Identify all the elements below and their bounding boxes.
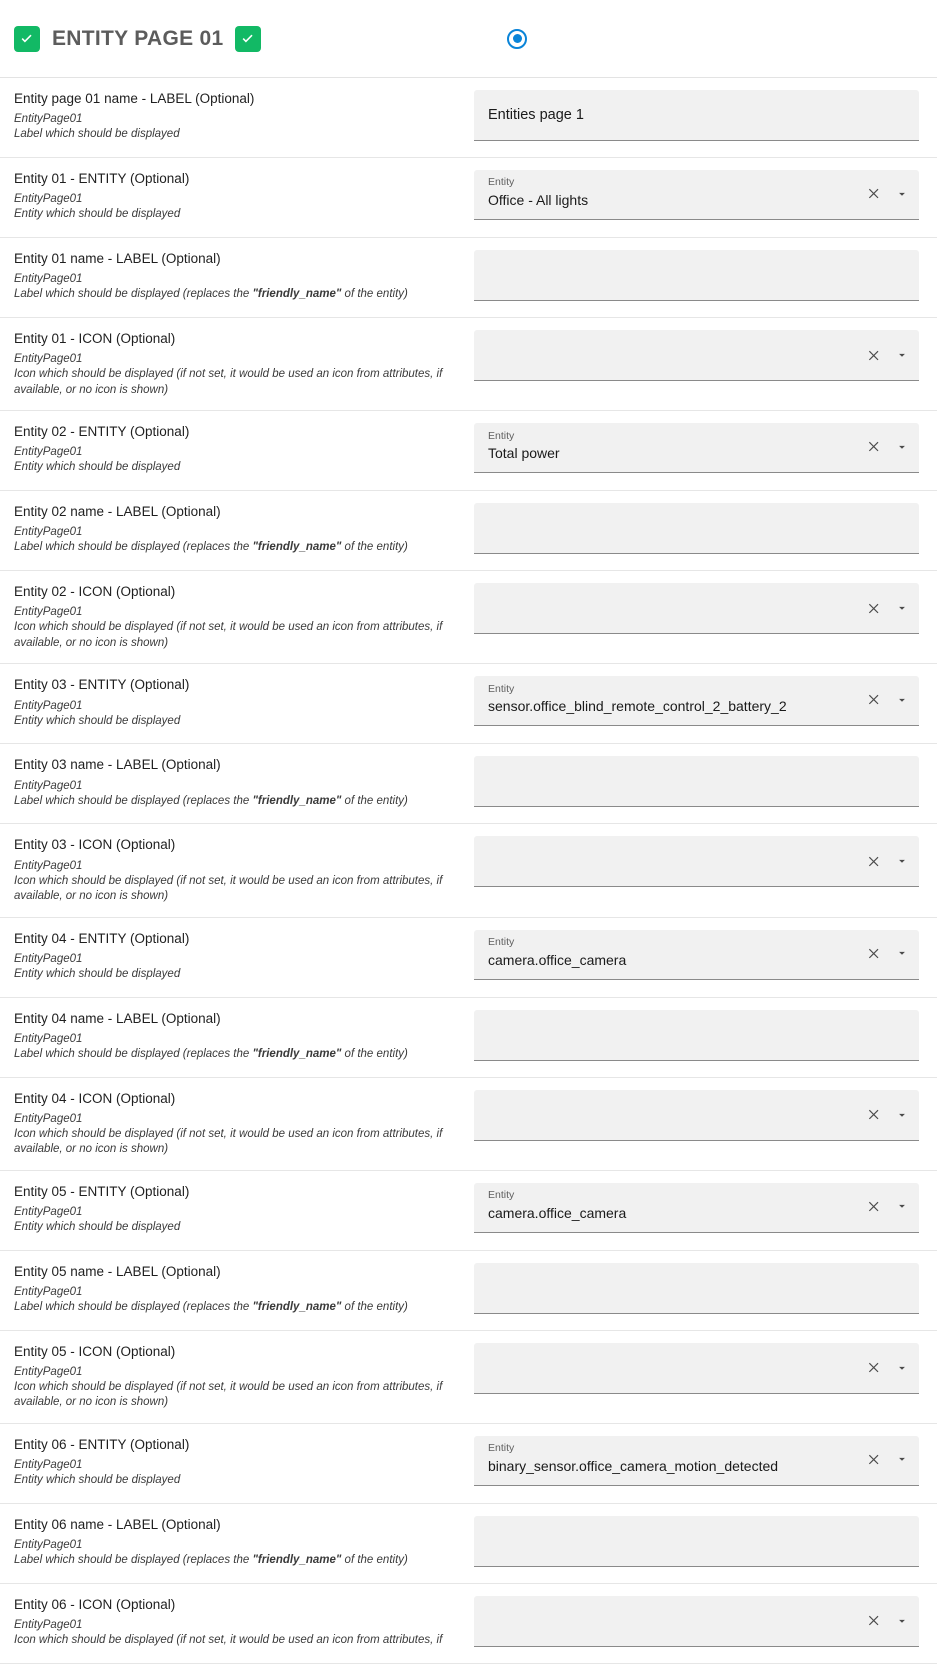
row-description — [0, 1424, 460, 1501]
input-inner — [488, 1522, 911, 1560]
input-floating-label: Entity — [488, 1442, 515, 1455]
field-key: EntityPage01 — [14, 273, 83, 286]
field-description: Entity which should be displayed — [14, 1474, 181, 1487]
settings-row — [0, 998, 937, 1078]
chevron-down-icon — [895, 946, 909, 960]
dropdown-button[interactable] — [893, 1106, 911, 1124]
field-key: EntityPage01 — [14, 1365, 83, 1378]
row-control — [460, 1251, 937, 1324]
clear-button[interactable] — [865, 185, 883, 203]
field-description: Entity which should be displayed — [14, 1220, 181, 1233]
settings-row — [0, 158, 937, 238]
radio-selected-icon — [507, 29, 527, 49]
input-value[interactable] — [488, 1026, 911, 1043]
settings-row — [0, 78, 937, 158]
input-inner — [488, 1096, 857, 1134]
field-title: Entity 03 - ENTITY (Optional) — [14, 677, 190, 693]
input-adornments — [865, 1197, 911, 1215]
chevron-down-icon — [895, 1199, 909, 1213]
input-value[interactable] — [488, 853, 857, 870]
field-key: EntityPage01 — [14, 1459, 83, 1472]
check-icon — [18, 30, 36, 48]
chevron-down-icon — [895, 348, 909, 362]
input-inner — [488, 1602, 857, 1640]
field-title: Entity 01 - ICON (Optional) — [14, 331, 176, 346]
clear-icon — [867, 439, 882, 454]
field-key: EntityPage01 — [14, 193, 83, 206]
field-key: EntityPage01 — [14, 859, 83, 872]
input-inner — [488, 589, 857, 627]
row-description — [0, 998, 460, 1075]
input-inner — [488, 1349, 857, 1387]
field-title: Entity 06 - ICON (Optional) — [14, 1596, 176, 1612]
entity-select[interactable] — [474, 930, 919, 980]
field-title: Entity 01 - ENTITY (Optional) — [14, 171, 190, 186]
input-floating-label: Entity — [488, 176, 515, 189]
input-floating-label: Entity — [488, 936, 515, 949]
dropdown-button[interactable] — [893, 691, 911, 709]
settings-rows — [0, 78, 937, 1664]
row-control — [460, 1504, 937, 1577]
row-control — [460, 1584, 937, 1657]
input-inner — [488, 1269, 911, 1307]
settings-row — [0, 918, 937, 998]
field-description: Icon which should be displayed (if not set, it would be used an icon from attributes, if available, or no icon is shown) — [14, 1127, 443, 1156]
row-control — [460, 318, 937, 391]
row-control — [460, 918, 937, 990]
row-description — [0, 918, 460, 995]
entity-select[interactable] — [474, 1183, 919, 1233]
input-inner — [488, 336, 857, 374]
field-key: EntityPage01 — [14, 1619, 83, 1632]
field-key: EntityPage01 — [14, 1539, 83, 1552]
input-inner — [488, 1440, 857, 1478]
clear-icon — [867, 601, 882, 616]
row-description — [0, 158, 460, 235]
chevron-down-icon — [895, 854, 909, 868]
row-control — [460, 1171, 937, 1243]
field-description: Icon which should be displayed (if not set, it would be used an icon from attributes, if available, or no icon is shown) — [14, 874, 443, 903]
settings-row — [0, 238, 937, 318]
row-control — [460, 491, 937, 564]
row-control — [460, 158, 937, 230]
input-value[interactable]: Entities page 1 — [488, 106, 584, 123]
row-control — [460, 998, 937, 1071]
field-key: EntityPage01 — [14, 699, 83, 712]
input-inner — [488, 96, 911, 134]
input-adornments — [865, 852, 911, 870]
clear-button[interactable] — [865, 1612, 883, 1630]
field-key: EntityPage01 — [14, 446, 83, 459]
input-value[interactable] — [488, 1532, 911, 1549]
clear-button[interactable] — [865, 691, 883, 709]
row-control — [460, 571, 937, 644]
row-description — [0, 318, 460, 410]
input-value[interactable] — [488, 1106, 857, 1123]
field-key: EntityPage01 — [14, 113, 83, 126]
input-value[interactable] — [488, 773, 911, 790]
settings-row — [0, 318, 937, 411]
input-adornments — [865, 185, 911, 203]
row-description — [0, 78, 460, 155]
field-key: EntityPage01 — [14, 606, 83, 619]
field-description: Icon which should be displayed (if not set, it would be used an icon from attributes, if available, or no icon is shown) — [14, 621, 443, 649]
input-inner — [488, 256, 911, 294]
input-value[interactable]: Office - All lights — [488, 192, 589, 209]
dropdown-button[interactable] — [893, 599, 911, 617]
clear-icon — [867, 1107, 882, 1122]
entity-select[interactable] — [474, 1596, 919, 1647]
dropdown-button[interactable] — [893, 1612, 911, 1630]
clear-button[interactable] — [865, 944, 883, 962]
input-value[interactable] — [488, 1359, 857, 1376]
enable-checkbox-right[interactable] — [235, 26, 261, 52]
field-description: Entity which should be displayed — [14, 714, 181, 727]
input-adornments — [865, 1359, 911, 1377]
dropdown-button[interactable] — [893, 1359, 911, 1377]
chevron-down-icon — [895, 440, 909, 454]
page-title: ENTITY PAGE 01 — [52, 26, 224, 50]
entity-select[interactable] — [474, 170, 919, 220]
clear-button[interactable] — [865, 1450, 883, 1468]
input-value[interactable]: Total power — [488, 445, 560, 462]
field-description: Entity which should be displayed — [14, 461, 181, 474]
field-title: Entity 05 - ENTITY (Optional) — [14, 1183, 190, 1199]
settings-row — [0, 664, 937, 744]
input-inner — [488, 509, 911, 547]
row-control — [460, 664, 937, 736]
settings-row — [0, 1584, 937, 1664]
clear-icon — [867, 1360, 882, 1375]
input-floating-label: Entity — [488, 682, 515, 695]
chevron-down-icon — [895, 693, 909, 707]
clear-icon — [867, 692, 882, 707]
field-title: Entity 03 - ICON (Optional) — [14, 837, 176, 853]
field-key: EntityPage01 — [14, 1032, 83, 1045]
input-inner — [488, 681, 857, 719]
chevron-down-icon — [895, 601, 909, 615]
dropdown-button[interactable] — [893, 1450, 911, 1468]
clear-button[interactable] — [865, 1359, 883, 1377]
settings-row — [0, 1251, 937, 1331]
input-value[interactable] — [488, 600, 857, 617]
row-control — [460, 744, 937, 817]
field-key: EntityPage01 — [14, 353, 83, 366]
settings-row — [0, 744, 937, 824]
field-title: Entity 04 - ICON (Optional) — [14, 1090, 176, 1106]
input-adornments — [865, 346, 911, 364]
entity-select[interactable] — [474, 423, 919, 473]
input-adornments — [865, 691, 911, 709]
field-description: Icon which should be displayed (if not set, it would be used an icon from attributes, if available, or no icon is shown) — [14, 368, 443, 396]
dropdown-button[interactable] — [893, 944, 911, 962]
clear-icon — [867, 186, 882, 201]
field-description: Label which should be displayed (replaces the "friendly_name" of the entity) — [14, 1554, 408, 1567]
input-adornments — [865, 1450, 911, 1468]
clear-icon — [867, 1199, 882, 1214]
settings-row — [0, 1331, 937, 1424]
field-description: Label which should be displayed (replaces the "friendly_name" of the entity) — [14, 794, 408, 807]
input-adornments — [865, 438, 911, 456]
row-control — [460, 1078, 937, 1151]
input-inner — [488, 1187, 857, 1225]
text-input[interactable] — [474, 250, 919, 301]
text-input[interactable] — [474, 1516, 919, 1567]
row-description — [0, 664, 460, 741]
clear-button[interactable] — [865, 599, 883, 617]
field-title: Entity 02 name - LABEL (Optional) — [14, 504, 221, 520]
field-description: Label which should be displayed (replaces the "friendly_name" of the entity) — [14, 288, 408, 301]
row-description — [0, 1584, 460, 1661]
page-radio-option[interactable] — [507, 29, 527, 49]
settings-row — [0, 571, 937, 664]
dropdown-button[interactable] — [893, 1197, 911, 1215]
input-value[interactable]: camera.office_camera — [488, 951, 627, 968]
settings-row — [0, 1424, 937, 1504]
clear-icon — [867, 348, 882, 363]
field-key: EntityPage01 — [14, 952, 83, 965]
field-title: Entity 05 - ICON (Optional) — [14, 1343, 176, 1359]
input-floating-label: Entity — [488, 1189, 515, 1202]
enable-checkbox-left[interactable] — [14, 26, 40, 52]
field-key: EntityPage01 — [14, 526, 83, 539]
clear-icon — [867, 1613, 882, 1628]
entity-select[interactable] — [474, 1436, 919, 1486]
row-description — [0, 491, 460, 568]
field-description: Label which should be displayed — [14, 128, 180, 141]
field-title: Entity 01 name - LABEL (Optional) — [14, 251, 221, 266]
row-description — [0, 1251, 460, 1328]
input-inner — [488, 934, 857, 972]
field-title: Entity 04 - ENTITY (Optional) — [14, 930, 190, 946]
field-key: EntityPage01 — [14, 1112, 83, 1125]
field-title: Entity 05 name - LABEL (Optional) — [14, 1263, 221, 1279]
clear-icon — [867, 1452, 882, 1467]
input-inner — [488, 175, 857, 213]
text-input[interactable] — [474, 756, 919, 807]
row-control — [460, 78, 937, 151]
dropdown-button[interactable] — [893, 185, 911, 203]
input-inner — [488, 842, 857, 880]
input-value[interactable] — [488, 520, 911, 537]
row-description — [0, 1078, 460, 1170]
settings-row — [0, 824, 937, 917]
input-adornments — [865, 599, 911, 617]
field-title: Entity 03 name - LABEL (Optional) — [14, 757, 221, 773]
entity-select[interactable] — [474, 330, 919, 381]
text-input[interactable] — [474, 1010, 919, 1061]
row-control — [460, 1424, 937, 1496]
row-control — [460, 238, 937, 311]
input-value[interactable]: sensor.office_blind_remote_control_2_battery_2 — [488, 698, 787, 715]
input-value[interactable] — [488, 267, 911, 284]
settings-row — [0, 491, 937, 571]
page-header — [0, 0, 937, 78]
field-description: Icon which should be displayed (if not set, it would be used an icon from attributes, if — [14, 1634, 443, 1647]
chevron-down-icon — [895, 1614, 909, 1628]
field-title: Entity 04 name - LABEL (Optional) — [14, 1010, 221, 1026]
radio-inner-dot — [513, 34, 522, 43]
row-control — [460, 824, 937, 897]
dropdown-button[interactable] — [893, 346, 911, 364]
input-floating-label: Entity — [488, 429, 515, 442]
clear-button[interactable] — [865, 1106, 883, 1124]
settings-row — [0, 1504, 937, 1584]
row-description — [0, 1504, 460, 1581]
field-title: Entity page 01 name - LABEL (Optional) — [14, 91, 255, 106]
field-title: Entity 06 - ENTITY (Optional) — [14, 1436, 190, 1452]
text-input[interactable] — [474, 1263, 919, 1314]
check-icon — [239, 30, 257, 48]
field-key: EntityPage01 — [14, 1285, 83, 1298]
input-value[interactable] — [488, 1279, 911, 1296]
field-title: Entity 02 - ENTITY (Optional) — [14, 424, 190, 440]
field-description: Icon which should be displayed (if not set, it would be used an icon from attributes, if available, or no icon is shown) — [14, 1380, 443, 1409]
clear-icon — [867, 854, 882, 869]
row-control — [460, 1331, 937, 1404]
field-description: Label which should be displayed (replaces the "friendly_name" of the entity) — [14, 1047, 408, 1060]
input-value[interactable]: camera.office_camera — [488, 1204, 627, 1221]
input-value[interactable] — [488, 1612, 857, 1629]
input-adornments — [865, 1106, 911, 1124]
input-adornments — [865, 1612, 911, 1630]
row-description — [0, 238, 460, 315]
settings-row — [0, 1171, 937, 1251]
input-value[interactable]: binary_sensor.office_camera_motion_detected — [488, 1457, 779, 1474]
input-value[interactable] — [488, 347, 857, 364]
clear-button[interactable] — [865, 346, 883, 364]
entity-select[interactable] — [474, 583, 919, 634]
entity-select[interactable] — [474, 1343, 919, 1394]
clear-icon — [867, 946, 882, 961]
settings-row — [0, 411, 937, 491]
row-description — [0, 411, 460, 488]
row-description — [0, 824, 460, 916]
input-inner — [488, 1016, 911, 1054]
chevron-down-icon — [895, 1108, 909, 1122]
entity-select[interactable] — [474, 1090, 919, 1141]
row-control — [460, 411, 937, 483]
field-description: Entity which should be displayed — [14, 967, 181, 980]
field-key: EntityPage01 — [14, 779, 83, 792]
settings-row — [0, 1078, 937, 1171]
field-description: Label which should be displayed (replaces the "friendly_name" of the entity) — [14, 1300, 408, 1313]
chevron-down-icon — [895, 1452, 909, 1466]
clear-button[interactable] — [865, 852, 883, 870]
row-description — [0, 744, 460, 821]
chevron-down-icon — [895, 1361, 909, 1375]
input-adornments — [865, 944, 911, 962]
entity-select[interactable] — [474, 676, 919, 726]
entity-select[interactable] — [474, 836, 919, 887]
field-title: Entity 06 name - LABEL (Optional) — [14, 1516, 221, 1532]
input-inner — [488, 428, 857, 466]
dropdown-button[interactable] — [893, 438, 911, 456]
text-input[interactable] — [474, 503, 919, 554]
clear-button[interactable] — [865, 1197, 883, 1215]
clear-button[interactable] — [865, 438, 883, 456]
input-inner — [488, 762, 911, 800]
chevron-down-icon — [895, 187, 909, 201]
row-description — [0, 571, 460, 663]
row-description — [0, 1171, 460, 1248]
dropdown-button[interactable] — [893, 852, 911, 870]
row-description — [0, 1331, 460, 1423]
text-input[interactable] — [474, 90, 919, 141]
field-description: Entity which should be displayed — [14, 208, 181, 221]
field-key: EntityPage01 — [14, 1205, 83, 1218]
field-description: Label which should be displayed (replaces the "friendly_name" of the entity) — [14, 541, 408, 554]
field-title: Entity 02 - ICON (Optional) — [14, 584, 176, 600]
